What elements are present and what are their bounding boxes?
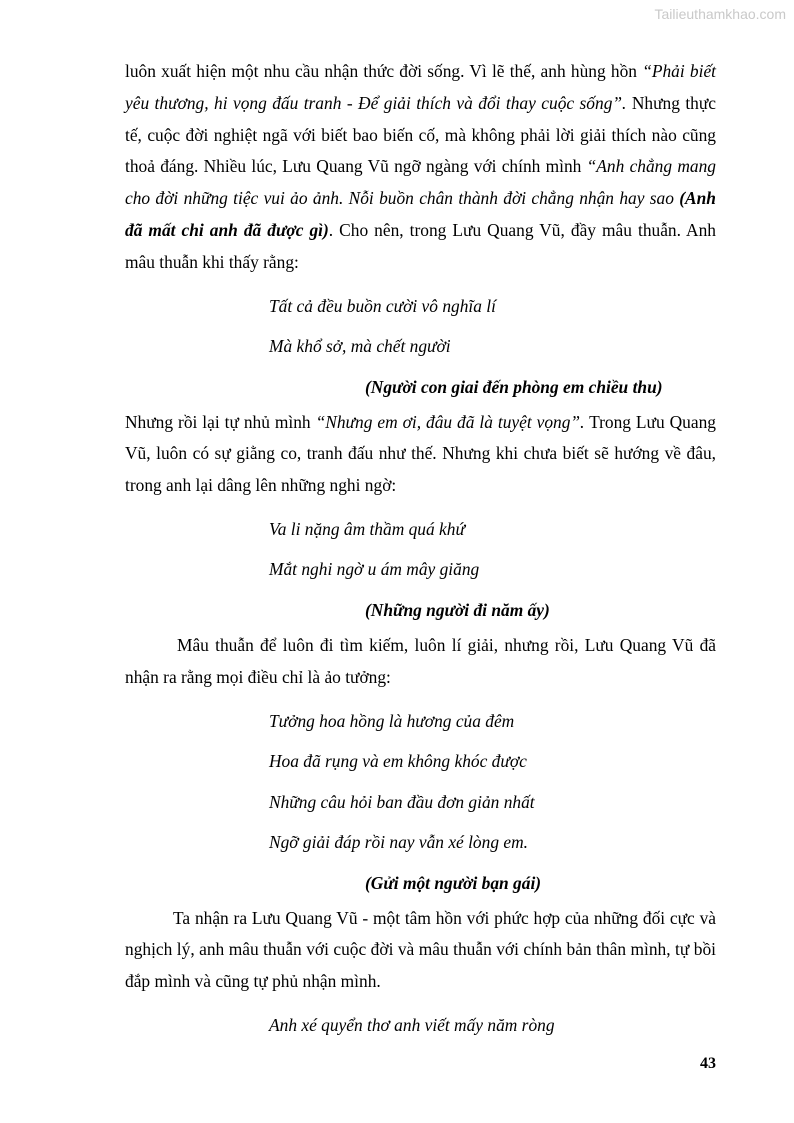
verse-1: [125, 286, 716, 367]
watermark: Tailieuthamkhao.com: [654, 6, 786, 22]
page-number: 43: [700, 1055, 716, 1072]
citation-1: (Người con giai đến phòng em chiều thu): [365, 376, 663, 397]
p1-bold-quote-text: (Anh đã mất chi anh đã được gì): [125, 188, 716, 240]
verse-line: Tất cả đều buồn cười vô nghĩa lí: [269, 295, 496, 316]
paragraph-1: [125, 56, 716, 279]
p1-text-2: Nhưng thực tế, cuộc đời nghiệt ngã với biết bao biến cố, mà không phải lời giải thích nào cũng thoả đáng. Nhiều lúc, Lưu Quang Vũ ngỡ ngàng với chính mình: [125, 92, 716, 177]
p1-text-1: luôn xuất hiện một nhu cầu nhận thức đời sống. Vì lẽ thế, anh hùng hồn: [125, 61, 643, 81]
paragraph-2: [125, 407, 716, 502]
verse-3: [125, 701, 716, 863]
p1-quote-2: “Anh chẳng mang cho đời những tiệc vui ảo ảnh. Nỗi buồn chân thành đời chẳng nhận hay sao: [125, 156, 716, 209]
p2-text-1: Nhưng rồi lại tự nhủ mình: [125, 411, 316, 432]
verse-line: Ngỡ giải đáp rồi nay vẫn xé lòng em.: [269, 832, 528, 853]
citation-3: (Gửi một người bạn gái): [365, 872, 542, 893]
verse-line: Mà khổ sở, mà chết người: [269, 336, 451, 357]
verse-line: Anh xé quyển thơ anh viết mấy năm ròng: [269, 1014, 555, 1035]
paragraph-3: Mâu thuẫn để luôn đi tìm kiếm, luôn lí giải, nhưng rồi, Lưu Quang Vũ đã nhận ra rằng mọi điều chỉ là ảo tưởng:: [125, 634, 716, 687]
verse-line: Va li nặng âm thầm quá khứ: [269, 518, 465, 539]
verse-line: Tưởng hoa hồng là hương của đêm: [269, 710, 515, 731]
paragraph-4: Ta nhận ra Lưu Quang Vũ - một tâm hồn với phức hợp của những đối cực và nghịch lý, anh mâu thuẫn với cuộc đời và mâu thuẫn với chính bản thân mình, tự bồi đắp mình và cũng tự phủ nhận mình.: [125, 907, 716, 992]
verse-line: Mắt nghi ngờ u ám mây giăng: [269, 559, 480, 580]
verse-line: Hoa đã rụng và em không khóc được: [269, 751, 527, 772]
verse-line: Những câu hỏi ban đầu đơn giản nhất: [269, 791, 535, 812]
p2-quote-1: “Nhưng em ơi, đâu đã là tuyệt vọng”.: [315, 411, 585, 432]
p1-text-3: . Cho nên, trong Lưu Quang Vũ, đầy mâu thuẫn. Anh mâu thuẫn khi thấy rằng:: [125, 219, 716, 272]
p2-text-2: Trong Lưu Quang Vũ, luôn có sự giằng co, tranh đấu như thế. Nhưng khi chưa biết sẽ hướng về đâu, trong anh lại dâng lên những nghi ngờ:: [125, 411, 716, 496]
p1-quote-1: “Phải biết yêu thương, hi vọng đấu tranh - Để giải thích và đổi thay cuộc sống”.: [125, 61, 717, 113]
page-body: [125, 56, 716, 1045]
verse-2: [125, 509, 716, 590]
verse-4: [125, 1005, 716, 1046]
citation-2: (Những người đi năm ấy): [365, 599, 550, 620]
